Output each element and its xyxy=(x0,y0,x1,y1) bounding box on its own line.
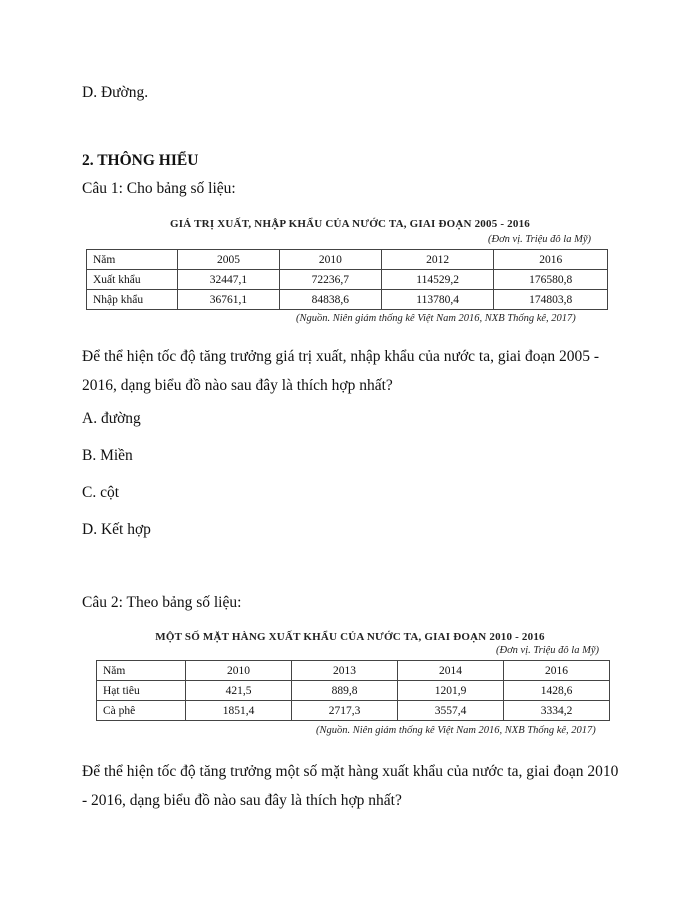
option-d: D. Kết hợp xyxy=(82,521,151,538)
table-header-cell: 2010 xyxy=(279,250,381,270)
table-cell: Hạt tiêu xyxy=(97,681,186,701)
table-cell: Nhập khẩu xyxy=(87,290,178,310)
table-2-title: MỘT SỐ MẶT HÀNG XUẤT KHẨU CỦA NƯỚC TA, GIAI ĐOẠN 2010 - 2016 xyxy=(155,631,545,643)
table-cell: 84838,6 xyxy=(279,290,381,310)
table-row xyxy=(97,681,610,701)
table-header-cell: Năm xyxy=(97,661,186,681)
question-2-intro: Câu 2: Theo bảng số liệu: xyxy=(82,594,242,611)
table-1 xyxy=(86,249,608,310)
table-2-source: (Nguồn. Niên giám thống kê Việt Nam 2016, NXB Thống kê, 2017) xyxy=(316,725,596,736)
table-cell: 1201,9 xyxy=(398,681,504,701)
table-cell: Xuất khẩu xyxy=(87,270,178,290)
table-header-cell: 2010 xyxy=(186,661,292,681)
table-2 xyxy=(96,660,610,721)
table-row xyxy=(87,270,608,290)
table-cell: 72236,7 xyxy=(279,270,381,290)
question-1-text: Để thể hiện tốc độ tăng trưởng giá trị xuất, nhập khẩu của nước ta, giai đoạn 2005 - 2016, dạng biểu đồ nào sau đây là thích hợp nhất? xyxy=(82,348,599,394)
table-cell: 113780,4 xyxy=(381,290,494,310)
question-2-text: Để thể hiện tốc độ tăng trưởng một số mặt hàng xuất khẩu của nước ta, giai đoạn 2010 - 2016, dạng biểu đồ nào sau đây là thích hợp nhất? xyxy=(82,763,619,809)
table-2-unit: (Đơn vị. Triệu đô la Mỹ) xyxy=(496,645,600,656)
table-header-cell: 2016 xyxy=(494,250,608,270)
table-header-cell: 2013 xyxy=(292,661,398,681)
table-cell: 32447,1 xyxy=(178,270,280,290)
table-row xyxy=(87,290,608,310)
table-cell: 421,5 xyxy=(186,681,292,701)
table-cell: 2717,3 xyxy=(292,701,398,721)
section-heading: 2. THÔNG HIỂU xyxy=(82,152,199,169)
table-cell: 889,8 xyxy=(292,681,398,701)
table-cell: 36761,1 xyxy=(178,290,280,310)
table-cell: 1428,6 xyxy=(504,681,610,701)
table-header-cell: 2005 xyxy=(178,250,280,270)
table-cell: 174803,8 xyxy=(494,290,608,310)
table-header-cell: Năm xyxy=(87,250,178,270)
table-cell: 1851,4 xyxy=(186,701,292,721)
table-header-cell: 2016 xyxy=(504,661,610,681)
table-cell: 114529,2 xyxy=(381,270,494,290)
table-row xyxy=(97,661,610,681)
option-a: A. đường xyxy=(82,410,141,427)
table-cell: 3557,4 xyxy=(398,701,504,721)
table-cell: Cà phê xyxy=(97,701,186,721)
option-c: C. cột xyxy=(82,484,120,501)
table-header-cell: 2012 xyxy=(381,250,494,270)
table-cell: 3334,2 xyxy=(504,701,610,721)
table-1-unit: (Đơn vị. Triệu đô la Mỹ) xyxy=(488,234,592,245)
table-1-source: (Nguồn. Niên giám thống kê Việt Nam 2016, NXB Thống kê, 2017) xyxy=(296,313,576,324)
table-header-cell: 2014 xyxy=(398,661,504,681)
previous-option-d: D. Đường. xyxy=(82,84,149,101)
table-cell: 176580,8 xyxy=(494,270,608,290)
option-b: B. Miền xyxy=(82,447,133,464)
table-1-title: GIÁ TRỊ XUẤT, NHẬP KHẨU CỦA NƯỚC TA, GIAI ĐOẠN 2005 - 2016 xyxy=(170,218,530,230)
question-1-intro: Câu 1: Cho bảng số liệu: xyxy=(82,180,236,197)
table-row xyxy=(97,701,610,721)
table-row xyxy=(87,250,608,270)
